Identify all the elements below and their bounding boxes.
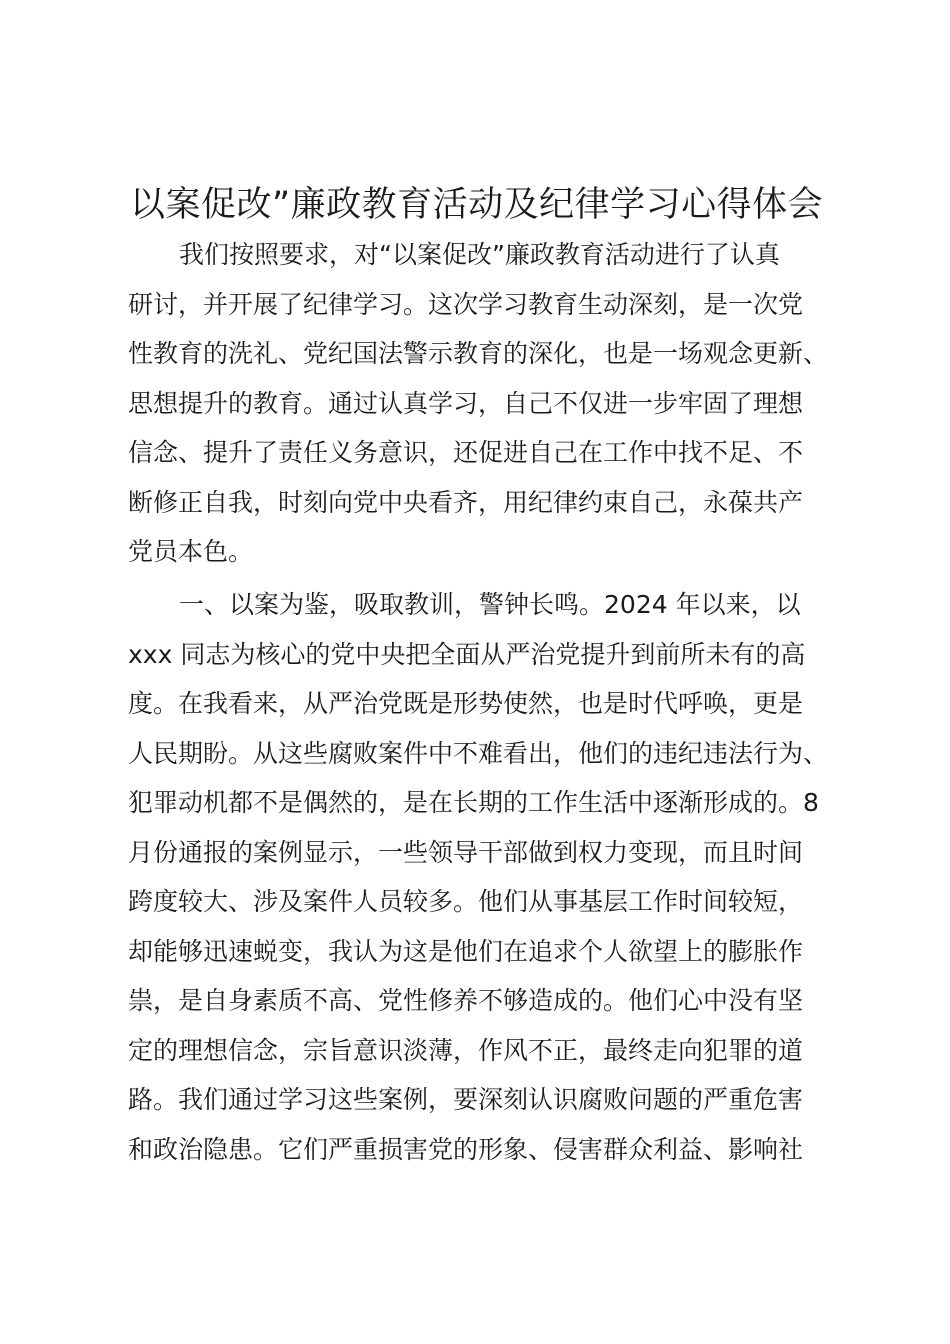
text-line: 我们按照要求，对“以案促改”廉政教育活动进行了认真: [179, 240, 780, 269]
text-line: 党员本色。: [128, 537, 254, 566]
text-line: xxx 同志为核心的党中央把全面从严治党提升到前所未有的高: [128, 639, 806, 669]
text-line: 跨度较大、涉及案件人员较多。他们从事基层工作时间较短，: [128, 887, 804, 916]
text-line: 研讨，并开展了纪律学习。这次学习教育生动深刻，是一次党: [128, 289, 804, 319]
text-line: 月份通报的案例显示，一些领导干部做到权力变现，而且时间: [128, 837, 804, 867]
text-line: 却能够迅速蜕变，我认为这是他们在追求个人欲望上的膨胀作: [128, 936, 804, 966]
text-line: 度。在我看来，从严治党既是形势使然，也是时代呼唤，更是: [128, 689, 804, 718]
text-line: 和政治隐患。它们严重损害党的形象、侵害群众利益、影响社: [128, 1134, 804, 1164]
paragraph-intro: [128, 230, 868, 577]
text-line: 性教育的洗礼、党纪国法警示教育的深化，也是一场观念更新、: [128, 339, 829, 368]
text-line: 祟，是自身素质不高、党性修养不够造成的。他们心中没有坚: [128, 986, 804, 1015]
text-line: 思想提升的教育。通过认真学习，自己不仅进一步牢固了理想: [128, 388, 804, 418]
text-line: 信念、提升了责任义务意识，还促进自己在工作中找不足、不: [128, 438, 804, 467]
text-line: 犯罪动机都不是偶然的，是在长期的工作生活中逐渐形成的。8: [128, 788, 819, 817]
text-line: 人民期盼。从这些腐败案件中不难看出，他们的违纪违法行为、: [128, 738, 829, 768]
text-line: 路。我们通过学习这些案例，要深刻认识腐败问题的严重危害: [128, 1085, 804, 1114]
text-line: 断修正自我，时刻向党中央看齐，用纪律约束自己，永葆共产: [128, 487, 804, 517]
paragraph-section-one: [128, 580, 868, 1174]
text-line: 定的理想信念，宗旨意识淡薄，作风不正，最终走向犯罪的道: [128, 1035, 804, 1065]
text-line: 一、以案为鉴，吸取教训，警钟长鸣。2024 年以来，以: [179, 590, 801, 619]
document-title: 以案促改”廉政教育活动及纪律学习心得体会: [130, 185, 824, 225]
